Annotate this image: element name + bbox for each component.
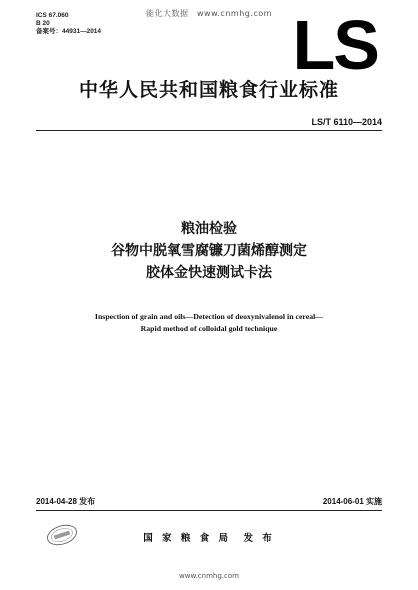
issuer: 国 家 粮 食 局 发 布 <box>143 533 275 544</box>
title-cn-line2: 谷物中脱氧雪腐镰刀菌烯醇测定 <box>111 243 307 259</box>
title-cn-line3: 胶体金快速测试卡法 <box>146 265 272 281</box>
record-number: 备案号：44931—2014 <box>36 28 102 35</box>
watermark-text: 能化大数据 www.cnmhg.com <box>146 9 272 18</box>
implement-date: 2014-06-01 实施 <box>322 497 382 506</box>
title-en-line1: Inspection of grain and oils—Detection of deoxynivalenol in cereal— <box>94 312 324 321</box>
standard-number: LS/T 6110—2014 <box>311 117 382 127</box>
footer-url: www.cnmhg.com <box>179 572 239 580</box>
ls-logo: LS <box>292 6 378 84</box>
title-cn-line1: 粮油检验 <box>181 221 237 237</box>
standard-title: 中华人民共和国粮食行业标准 <box>78 79 339 101</box>
publish-date: 2014-04-28 发布 <box>36 497 96 506</box>
ccs-code: B 20 <box>36 20 50 27</box>
ics-code: ICS 67.060 <box>36 12 69 19</box>
top-divider <box>36 130 382 131</box>
bottom-divider <box>36 510 382 511</box>
title-en-line2: Rapid method of colloidal gold technique <box>140 324 278 333</box>
